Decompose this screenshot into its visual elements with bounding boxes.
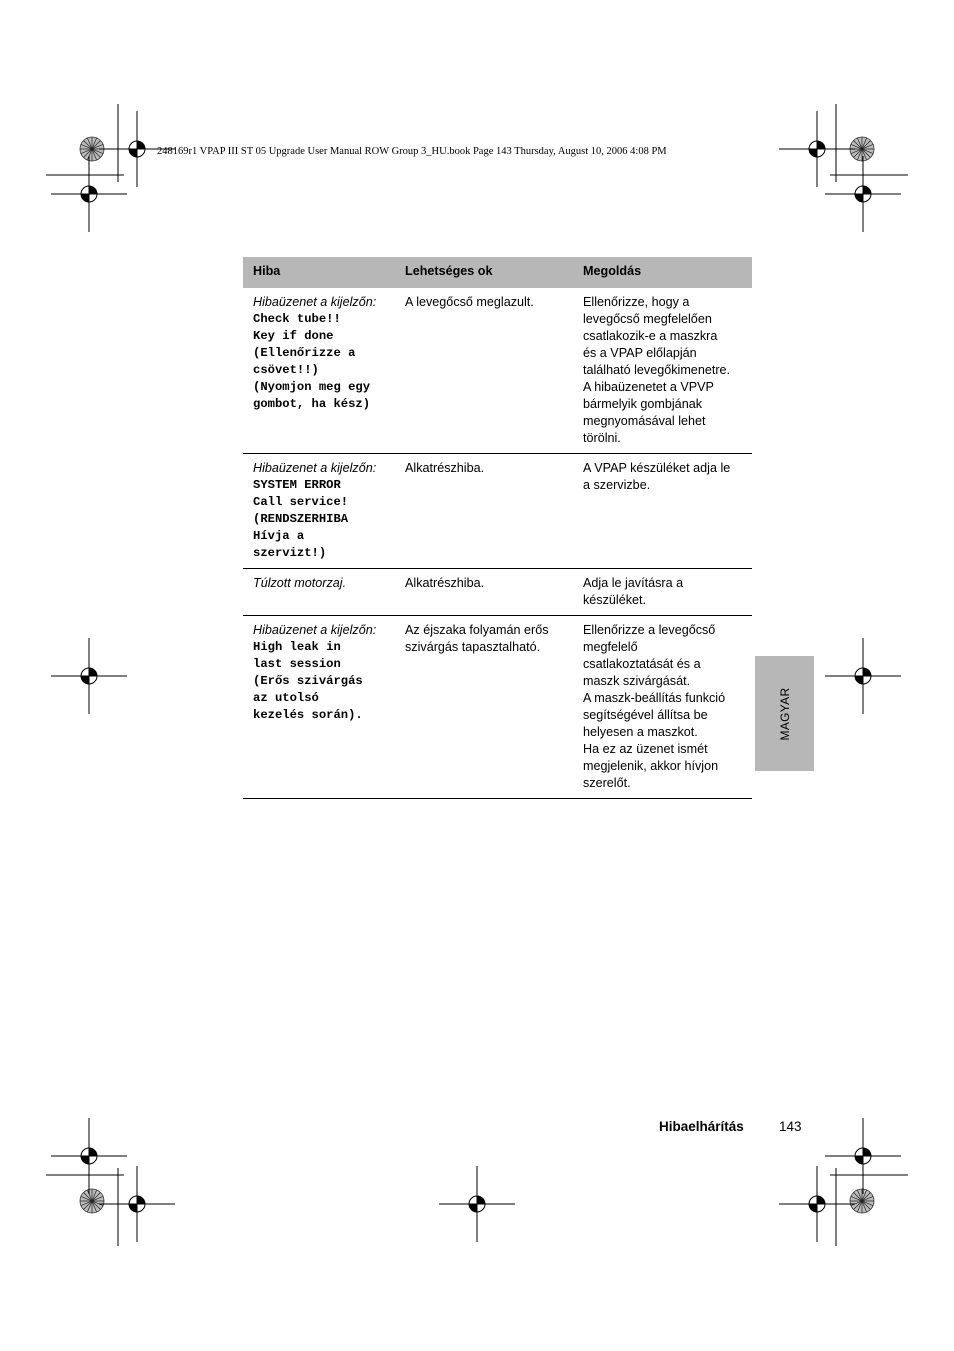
solution-cell [573,454,752,569]
page-number: 143 [779,1119,802,1134]
table-row [243,454,752,569]
cause-text: A levegőcső meglazult. [405,295,534,309]
cause-text: Az éjszaka folyamán erős szivárgás tapasztalható. [405,623,549,654]
cause-text: Alkatrészhiba. [405,461,485,475]
table-header-row [243,257,752,288]
table-row [243,288,752,454]
error-cell [243,454,395,569]
footer-section-title: Hibaelhárítás [659,1119,744,1134]
cause-cell [395,616,573,799]
cause-cell [395,569,573,616]
error-cell [243,616,395,799]
solution-cell [573,569,752,616]
error-code: High leak in last session (Erős szivárgás az utolsó kezelés során). [253,640,363,722]
column-header-cause: Lehetséges ok [395,257,573,288]
error-cell [243,569,395,616]
table-row [243,616,752,799]
table-row [243,569,752,616]
solution-cell [573,288,752,454]
troubleshooting-table [243,257,752,799]
language-side-tab [755,656,814,771]
solution-text: A VPAP készüléket adja le a szervizbe. [583,461,731,492]
solution-text: Ellenőrizze a levegőcső megfelelő csatlakoztatását és a maszk szivárgását. A maszk-beállítás funkció segítségével állítsa be helyesen a maszkot. Ha ez az üzenet ismét megjelenik, akkor hívjon szerelőt. [583,623,726,790]
error-code: Check tube!! Key if done (Ellenőrizze a csövet!!) (Nyomjon meg egy gombot, ha kész) [253,312,371,411]
solution-cell [573,616,752,799]
solution-text: Ellenőrizze, hogy a levegőcső megfelelően csatlakozik-e a maszkra és a VPAP előlapján található levegőkimenetre. A hibaüzenetet a VPVP bármelyik gombjának megnyomásával lehet törölni. [583,295,731,445]
error-cell [243,288,395,454]
print-header: 248169r1 VPAP III ST 05 Upgrade User Manual ROW Group 3_HU.book Page 143 Thursday, August 10, 2006 4:08 PM [157,146,667,157]
cause-cell [395,454,573,569]
error-label: Hibaüzenet a kijelzőn: [253,623,377,637]
column-header-error: Hiba [243,257,395,288]
cause-cell [395,288,573,454]
error-code: SYSTEM ERROR Call service! (RENDSZERHIBA Hívja a szervizt!) [253,478,349,560]
column-header-solution: Megoldás [573,257,752,288]
side-tab-label: MAGYAR [777,687,792,740]
cause-text: Alkatrészhiba. [405,576,485,590]
error-label: Túlzott motorzaj. [253,576,347,590]
error-label: Hibaüzenet a kijelzőn: [253,295,377,309]
solution-text: Adja le javításra a készüléket. [583,576,684,607]
error-label: Hibaüzenet a kijelzőn: [253,461,377,475]
